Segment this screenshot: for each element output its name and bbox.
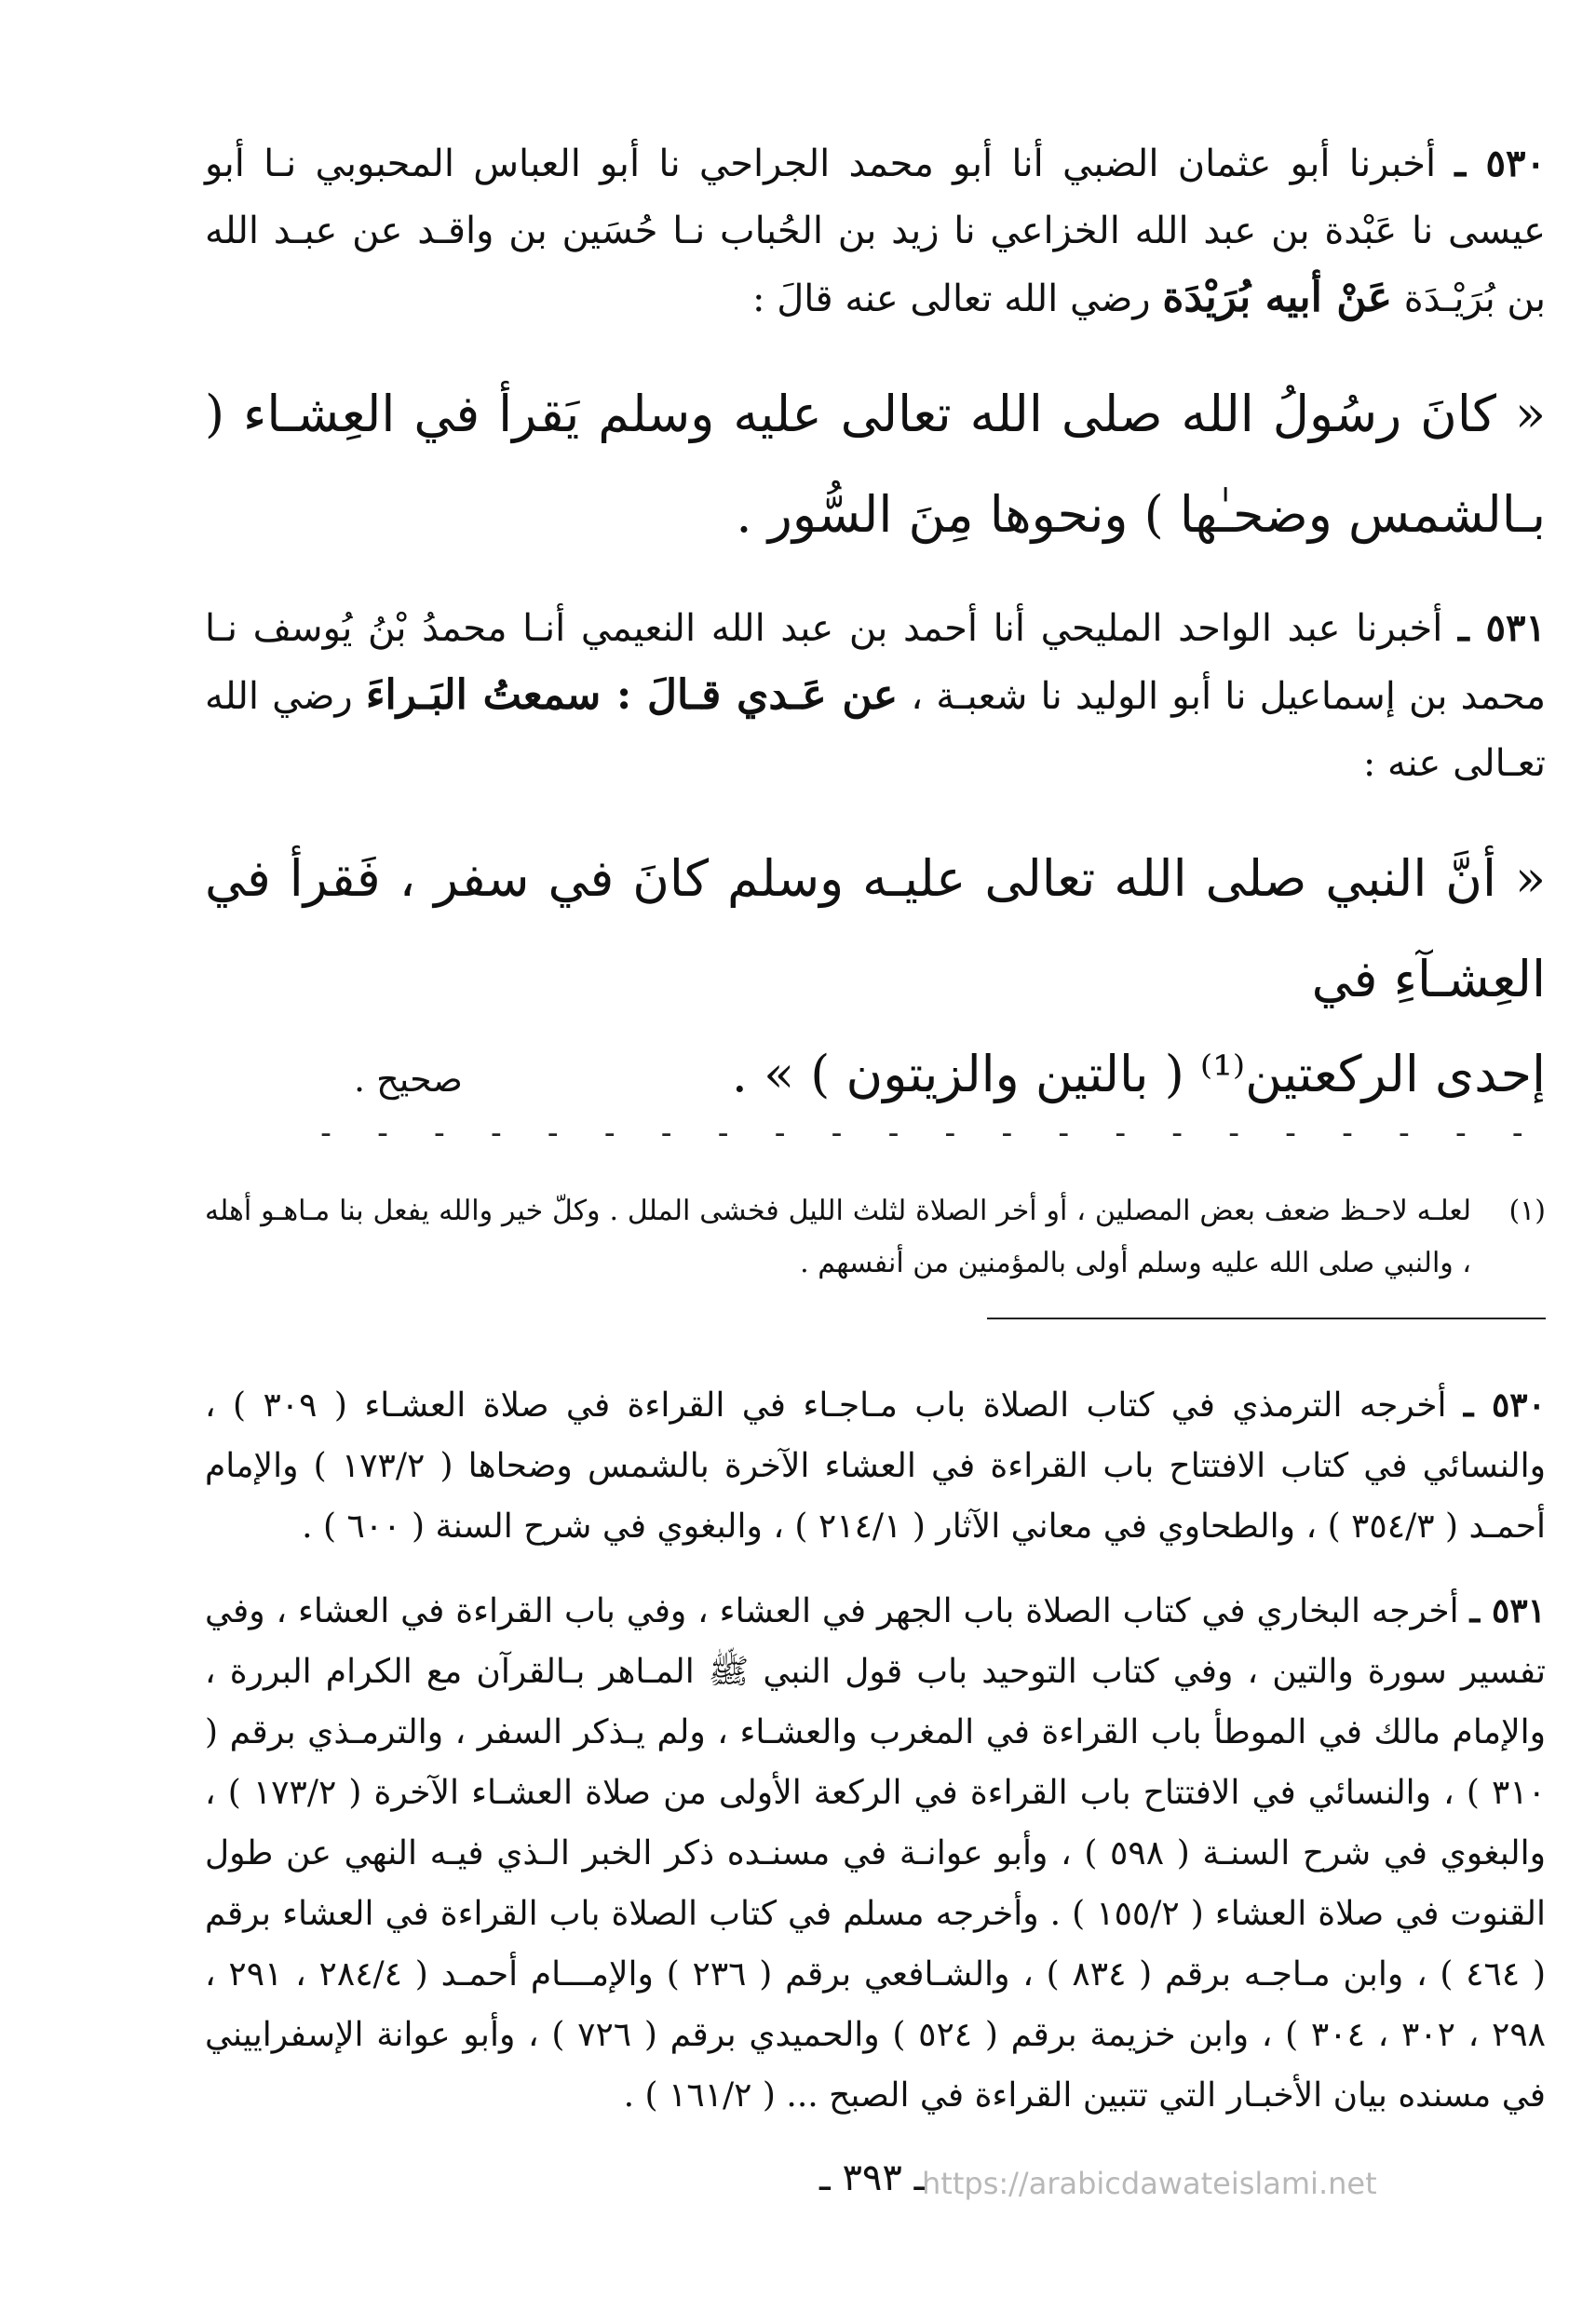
footnote-rule — [987, 1318, 1546, 1319]
watermark-url: https://arabicdawateislami.net — [922, 2166, 1377, 2201]
hadith-530-isnad-end: رضي الله تعالى عنه قالَ : — [752, 277, 1151, 320]
hadith-530-chain — [205, 130, 1546, 332]
hadith-531-isnad-end: رضي الله تعـالى عنه : — [205, 675, 1546, 785]
hadith-531-matn-last-line — [205, 1030, 1546, 1124]
takhrij-531 — [205, 1581, 1546, 2126]
hadith-530-number: ٥٣٠ ـ — [1454, 142, 1546, 185]
hadith-531-matn-end: إحدى الركعتين⁽¹⁾ ( بالتين والزيتون ) » . — [731, 1045, 1546, 1103]
footnote-1 — [205, 1185, 1546, 1290]
takhrij-531-text: أخرجه البخاري في كتاب الصلاة باب الجهر في العشاء ، وفي باب القراءة في العشاء ، وفي تفسير سورة والتين ، وفي كتاب التوحيد باب قول النبي ﷺ المـاهر بـالقرآن مع الكرام البررة ، والإمام مالك في الموطأ باب القراءة في المغرب والعشـاء ، ولم يـذكر السفر ، والترمـذي برقم ( ٣١٠ ) ، والنسائي في الافتتاح باب القراءة في الركعة الأولى من صلاة العشـاء الآخرة ( ١٧٣/٢ ) ، والبغوي في شرح السنـة ( ٥٩٨ ) ، وأبو عوانـة في مسنـده ذكر الخبر الـذي فيـه النهي عن طول القنوت في صلاة العشاء ( ١٥٥/٢ ) . وأخرجه مسلم في كتاب الصلاة باب القراءة في العشاء برقم ( ٤٦٤ ) ، وابن مـاجـه برقم ( ٨٣٤ ) ، والشـافعي برقم ( ٢٣٦ ) والإمـــام أحمـد ( ٢٨٤/٤ ، ٢٩١ ، ٢٩٨ ، ٣٠٢ ، ٣٠٤ ) ، وابن خزيمة برقم ( ٥٢٤ ) والحميدي برقم ( ٧٢٦ ) ، وأبو عوانة الإسفراييني في مسنده بيان الأخبـار التي تتبين القراءة في الصبح ... ( ١٦١/٢ ) . — [205, 1592, 1546, 2115]
hadith-530-isnad: أخبرنا أبو عثمان الضبي أنا أبو محمد الجراحي نا أبو العباس المحبوبي نـا أبو عيسى نا عَبْدة بن عبد الله الخزاعي نا زيد بن الحُباب نـا حُسَين بن واقـد عن عبـد الله بن بُرَيْـدَة — [205, 142, 1546, 320]
hadith-531-isnad: أخبرنا عبد الواحد المليحي أنا أحمد بن عبد الله النعيمي أنـا محمدُ بْنُ يُوسف نـا محمد بن إسماعيل نا أبو الوليد نا شعبـة ، — [205, 607, 1547, 718]
hadith-530-matn: « كانَ رسُولُ الله صلى الله تعالى عليه وسلم يَقرأ في العِشـاء ( بـالشمس وضحـٰها ) ونحوها مِنَ السُّور . — [205, 385, 1546, 544]
takhrij-531-number: ٥٣١ ـ — [1469, 1591, 1546, 1630]
footnote-number: (١) — [1508, 1195, 1546, 1227]
hadith-531-chain — [205, 595, 1546, 797]
hadith-531-narrator: عن عَـدي قـالَ : سمعتُ البَـراءَ — [365, 671, 899, 719]
hadith-531-matn: « أنَّ النبي صلى الله تعالى عليـه وسلم كانَ في سفر ، فَقرأ في العِشـآءِ في — [205, 849, 1546, 1008]
page-number: ـ ٣٩٣ ـ — [819, 2156, 926, 2199]
dashed-separator: - - - - - - - - - - - - - - - - - - - - - - — [316, 1115, 1536, 1152]
takhrij-530-number: ٥٣٠ ـ — [1463, 1386, 1546, 1425]
takhrij-530-text: أخرجه الترمذي في كتاب الصلاة باب مـاجـاء في القراءة في صلاة العشـاء ( ٣٠٩ ) ، والنسائي في كتاب الافتتاح باب القراءة في العشاء الآخرة بالشمس وضحاها ( ١٧٣/٢ ) والإمام أحمـد ( ٣٥٤/٣ ) ، والطحاوي في معاني الآثار ( ٢١٤/١ ) ، والبغوي في شرح السنة ( ٦٠٠ ) . — [205, 1386, 1547, 1546]
page-body — [205, 130, 1546, 2150]
hadith-531-grade: صحيح . — [354, 1059, 463, 1100]
footnote-text: لعلـه لاحـظ ضعف بعض المصلين ، أو أخر الصلاة لثلث الليل فخشى الملل . وكلّ خير والله يفعل بنا مـاهـو أهله ، والنبي صلى الله عليه وسلم أولى بالمؤمنين من أنفسهم . — [205, 1195, 1471, 1279]
hadith-530-narrator: عَنْ أبيه بُرَيْدَة — [1162, 274, 1392, 321]
takhrij-530 — [205, 1375, 1546, 1557]
hadith-531-number: ٥٣١ ـ — [1458, 606, 1546, 650]
